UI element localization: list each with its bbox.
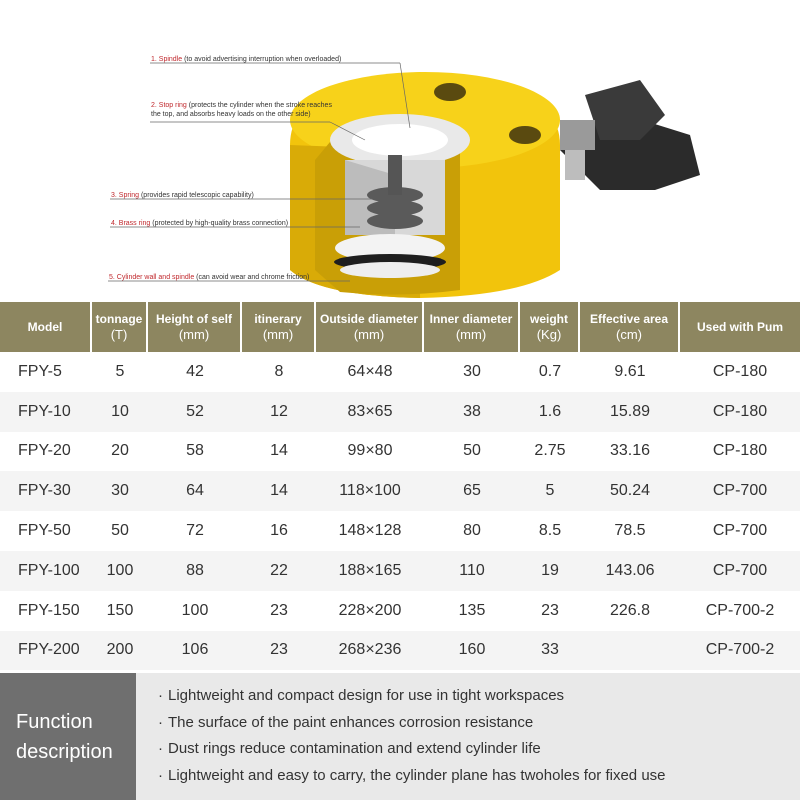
header-pump: Used with Pum bbox=[680, 302, 800, 352]
cell-inner-diameter: 135 bbox=[458, 601, 486, 619]
cell-weight: 2.75 bbox=[534, 442, 566, 460]
cell-height: 64 bbox=[148, 471, 242, 511]
callout-brass-ring: 4. Brass ring (protected by high-quality brass connection) bbox=[111, 220, 289, 227]
cell-height: 106 bbox=[148, 631, 242, 671]
cell-itinerary: 8 bbox=[274, 362, 284, 380]
table-row bbox=[0, 551, 800, 591]
feature-list bbox=[158, 683, 666, 789]
table-row bbox=[0, 631, 800, 671]
cell-tonnage: 50 bbox=[111, 522, 129, 540]
cell-weight: 19 bbox=[520, 551, 580, 591]
table-row bbox=[0, 352, 800, 392]
cell-pump: CP-700-2 bbox=[680, 631, 800, 671]
cell-inner-diameter: 110 bbox=[424, 551, 520, 591]
cell-itinerary: 14 bbox=[270, 442, 288, 460]
cell-outside-diameter: 118×100 bbox=[316, 471, 424, 511]
cell-outside-diameter: 99×80 bbox=[347, 442, 393, 460]
table-row bbox=[0, 591, 800, 631]
header-tonnage: tonnage (T) bbox=[92, 302, 148, 352]
cell-height: 58 bbox=[186, 442, 204, 460]
table-row bbox=[0, 511, 800, 551]
feature-item: · Lightweight and easy to carry, the cylinder plane has twoholes for fixed use bbox=[158, 763, 666, 790]
table-header-row bbox=[0, 302, 800, 352]
cell-itinerary: 12 bbox=[242, 392, 316, 432]
cell-inner-diameter: 50 bbox=[463, 442, 481, 460]
cell-effective-area: 78.5 bbox=[614, 522, 646, 540]
table-body bbox=[0, 352, 800, 670]
cell-weight: 1.6 bbox=[520, 392, 580, 432]
cell-outside-diameter: 83×65 bbox=[316, 392, 424, 432]
feature-item: · Lightweight and compact design for use in tight workspaces bbox=[158, 683, 666, 710]
header-itinerary: itinerary (mm) bbox=[242, 302, 316, 352]
cell-itinerary: 16 bbox=[270, 522, 288, 540]
callout-stop-ring: 2. Stop ring (protects the cylinder when the stroke reaches the top, and absorbs heavy loads on the other side) bbox=[151, 102, 332, 118]
cell-model: FPY-150 bbox=[18, 601, 80, 619]
cell-weight: 0.7 bbox=[538, 362, 562, 380]
cell-itinerary: 22 bbox=[242, 551, 316, 591]
header-effective-area: Effective area (cm) bbox=[580, 302, 680, 352]
cell-tonnage: 30 bbox=[92, 471, 148, 511]
cell-weight: 8.5 bbox=[538, 522, 562, 540]
cell-itinerary: 14 bbox=[242, 471, 316, 511]
header-inner-diameter: Inner diameter (mm) bbox=[424, 302, 520, 352]
table-row bbox=[0, 392, 800, 432]
cell-model: FPY-20 bbox=[18, 442, 71, 460]
cell-height: 72 bbox=[186, 522, 204, 540]
cell-effective-area: 15.89 bbox=[580, 392, 680, 432]
cell-pump: CP-700 bbox=[680, 551, 800, 591]
function-description-section bbox=[0, 673, 800, 800]
cell-effective-area: 143.06 bbox=[580, 551, 680, 591]
cell-pump: CP-700-2 bbox=[705, 601, 775, 619]
cell-height: 100 bbox=[181, 601, 209, 619]
cell-model: FPY-30 bbox=[0, 471, 92, 511]
cell-pump: CP-700 bbox=[680, 471, 800, 511]
cell-pump: CP-180 bbox=[712, 442, 768, 460]
cell-model: FPY-10 bbox=[0, 392, 92, 432]
callout-cylinder-wall: 5. Cylinder wall and spindle (can avoid wear and chrome friction) bbox=[109, 274, 310, 281]
cell-weight: 33 bbox=[520, 631, 580, 671]
cell-weight: 5 bbox=[520, 471, 580, 511]
function-description-label: Function description bbox=[0, 673, 136, 800]
spec-table bbox=[0, 302, 800, 670]
header-outside-diameter: Outside diameter (mm) bbox=[316, 302, 424, 352]
cylinder-cutaway-image bbox=[0, 0, 800, 300]
cell-tonnage: 20 bbox=[111, 442, 129, 460]
cylinder-cutaway bbox=[315, 114, 470, 295]
callout-spindle: 1. Spindle (to avoid advertising interruption when overloaded) bbox=[151, 56, 342, 63]
cell-inner-diameter: 160 bbox=[424, 631, 520, 671]
product-illustration bbox=[0, 0, 800, 300]
cell-inner-diameter: 65 bbox=[424, 471, 520, 511]
cell-outside-diameter: 188×165 bbox=[316, 551, 424, 591]
cell-weight: 23 bbox=[541, 601, 559, 619]
cell-height: 42 bbox=[186, 362, 204, 380]
cell-effective-area: 9.61 bbox=[614, 362, 646, 380]
cell-tonnage: 150 bbox=[106, 601, 134, 619]
cell-effective-area bbox=[580, 631, 680, 671]
cell-pump: CP-700 bbox=[712, 522, 768, 540]
cell-itinerary: 23 bbox=[270, 601, 288, 619]
cell-tonnage: 100 bbox=[92, 551, 148, 591]
cell-outside-diameter: 64×48 bbox=[347, 362, 393, 380]
cell-tonnage: 10 bbox=[92, 392, 148, 432]
header-model: Model bbox=[0, 302, 92, 352]
cell-effective-area: 226.8 bbox=[609, 601, 651, 619]
cell-height: 52 bbox=[148, 392, 242, 432]
cell-outside-diameter: 268×236 bbox=[316, 631, 424, 671]
cell-itinerary: 23 bbox=[242, 631, 316, 671]
cell-inner-diameter: 80 bbox=[463, 522, 481, 540]
cell-model: FPY-200 bbox=[0, 631, 92, 671]
cell-tonnage: 200 bbox=[92, 631, 148, 671]
header-weight: weight (Kg) bbox=[520, 302, 580, 352]
cell-height: 88 bbox=[148, 551, 242, 591]
cell-pump: CP-180 bbox=[712, 362, 768, 380]
table-row bbox=[0, 471, 800, 511]
header-height: Height of self (mm) bbox=[148, 302, 242, 352]
feature-item: · The surface of the paint enhances corrosion resistance bbox=[158, 710, 666, 737]
cell-inner-diameter: 30 bbox=[463, 362, 481, 380]
feature-item: · Dust rings reduce contamination and extend cylinder life bbox=[158, 736, 666, 763]
cell-pump: CP-180 bbox=[680, 392, 800, 432]
cell-outside-diameter: 228×200 bbox=[338, 601, 402, 619]
cell-effective-area: 50.24 bbox=[580, 471, 680, 511]
table-row bbox=[0, 432, 800, 472]
cell-model: FPY-50 bbox=[18, 522, 71, 540]
cell-effective-area: 33.16 bbox=[609, 442, 651, 460]
cell-model: FPY-5 bbox=[18, 362, 62, 380]
callout-spring: 3. Spring (provides rapid telescopic capability) bbox=[111, 192, 254, 199]
cell-model: FPY-100 bbox=[0, 551, 92, 591]
cell-inner-diameter: 38 bbox=[424, 392, 520, 432]
hose-coupler-icon bbox=[560, 80, 700, 190]
cell-tonnage: 5 bbox=[115, 362, 125, 380]
cell-outside-diameter: 148×128 bbox=[338, 522, 402, 540]
